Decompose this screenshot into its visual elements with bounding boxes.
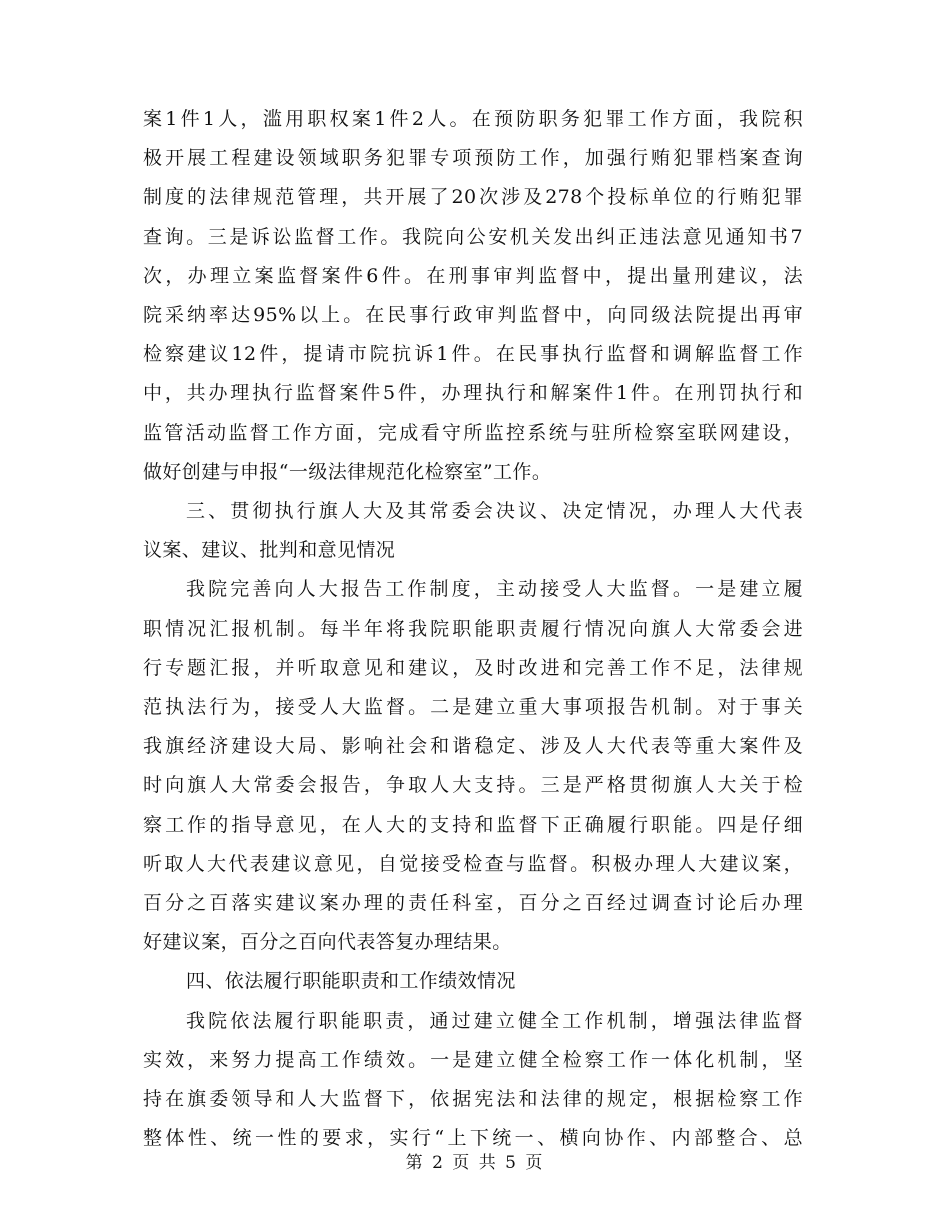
text-line: 察工作的指导意见，在人大的支持和监督下正确履行职能。四是仔细 [143,813,803,836]
text-line: 院采纳率达95%以上。在民事行政审判监督中，向同级法院提出再审 [143,304,803,326]
text-line: 次，办理立案监督案件6件。在刑事审判监督中，提出量刑建议，法 [143,264,803,287]
text-line: 议案、建议、批判和意见情况 [143,539,396,562]
text-line: 行专题汇报，并听取意见和建议，及时改进和完善工作不足，法律规 [143,656,803,679]
text-line: 三、贯彻执行旗人大及其常委会决议、决定情况，办理人大代表 [186,500,803,522]
text-line: 查询。三是诉讼监督工作。我院向公安机关发出纠正违法意见通知书7 [143,225,803,248]
text-line: 制度的法律规范管理，共开展了20次涉及278个投标单位的行贿犯罪 [143,186,803,209]
text-line: 案1件1人，滥用职权案1件2人。在预防职务犯罪工作方面，我院积 [143,108,803,130]
text-line: 做好创建与申报“一级法律规范化检察室”工作。 [143,460,552,483]
text-line: 职情况汇报机制。每半年将我院职能职责履行情况向旗人大常委会进 [143,617,803,640]
text-line: 时向旗人大常委会报告，争取人大支持。三是严格贯彻旗人大关于检 [143,774,803,797]
text-line: 我旗经济建设大局、影响社会和谐稳定、涉及人大代表等重大案件及 [143,735,803,758]
text-line: 整体性、统一性的要求，实行“上下统一、横向协作、内部整合、总 [143,1127,803,1150]
text-line: 听取人大代表建议意见，自觉接受检查与监督。积极办理人大建议案， [143,852,803,875]
text-line: 检察建议12件，提请市院抗诉1件。在民事执行监督和调解监督工作 [143,343,803,366]
text-line: 四、依法履行职能职责和工作绩效情况 [186,970,516,993]
text-line: 极开展工程建设领域职务犯罪专项预防工作，加强行贿犯罪档案查询 [143,147,803,170]
text-line: 范执法行为，接受人大监督。二是建立重大事项报告机制。对于事关 [143,696,803,718]
text-line: 实效，来努力提高工作绩效。一是建立健全检察工作一体化机制，坚 [143,1048,803,1071]
page-number-footer: 第 2 页 共 5 页 [405,1153,545,1173]
text-line: 我院完善向人大报告工作制度，主动接受人大监督。一是建立履 [186,578,803,601]
text-line: 我院依法履行职能职责，通过建立健全工作机制，增强法律监督 [186,1009,803,1032]
text-line: 持在旗委领导和人大监督下，依据宪法和法律的规定，根据检察工作 [143,1088,803,1110]
text-line: 百分之百落实建议案办理的责任科室，百分之百经过调查讨论后办理 [143,892,803,914]
text-line: 好建议案，百分之百向代表答复办理结果。 [143,931,512,954]
text-line: 中，共办理执行监督案件5件，办理执行和解案件1件。在刑罚执行和 [143,382,803,405]
text-line: 监管活动监督工作方面，完成看守所监控系统与驻所检察室联网建设， [143,421,803,444]
